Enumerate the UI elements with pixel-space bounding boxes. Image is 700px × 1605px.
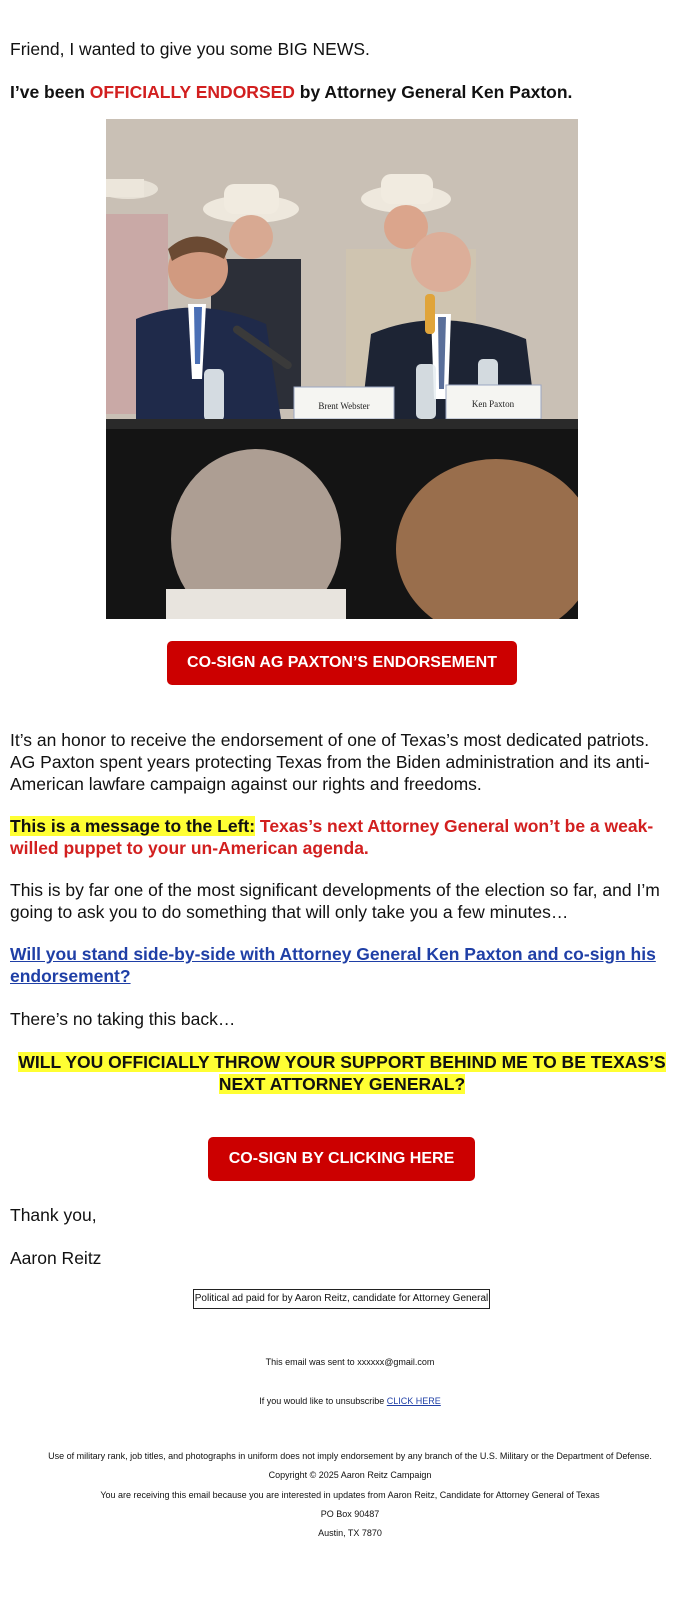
callout	[12, 1051, 672, 1095]
po-box-text: PO Box 90487	[320, 1509, 380, 1519]
headline-post: by Attorney General Ken Paxton.	[294, 82, 573, 102]
unsubscribe-link[interactable]: CLICK HERE	[386, 1396, 441, 1406]
headline-highlight: OFFICIALLY ENDORSED	[89, 82, 295, 102]
message-to-left	[10, 815, 675, 859]
signoff-text: Thank you,	[10, 1205, 97, 1225]
city-text: Austin, TX 7870	[318, 1528, 382, 1538]
cosign-click-here-button[interactable]: CO-SIGN BY CLICKING HERE	[208, 1137, 475, 1181]
headline	[10, 81, 675, 103]
placard-left: Brent Webster	[318, 401, 370, 411]
message-red-text: Texas’s next Attorney General won’t be a weak-willed puppet to your un-American agenda.	[10, 816, 654, 858]
placard-right: Ken Paxton	[471, 399, 515, 409]
side-by-side-link[interactable]: Will you stand side-by-side with Attorney General Ken Paxton and co-sign his endorsement?	[10, 944, 656, 986]
intro-text: Friend, I wanted to give you some BIG NEWS.	[10, 39, 370, 59]
message-highlight: This is a message to the Left:	[10, 816, 256, 836]
callout-highlight: WILL YOU OFFICIALLY THROW YOUR SUPPORT BEHIND ME TO BE TEXAS’S NEXT ATTORNEY GENERAL?	[18, 1052, 666, 1094]
signature-text: Aaron Reitz	[10, 1248, 102, 1268]
endorsement-photo	[106, 119, 578, 619]
no-taking-back-text: There’s no taking this back…	[10, 1009, 236, 1029]
cosign-endorsement-button[interactable]: CO-SIGN AG PAXTON’S ENDORSEMENT	[167, 641, 517, 685]
copyright-text: Copyright © 2025 Aaron Reitz Campaign	[268, 1470, 432, 1480]
military-disclaimer: Use of military rank, job titles, and photographs in uniform does not imply endorsement by any branch of the U.S. Military or the Department of Defense.	[48, 1451, 652, 1461]
receiving-text: You are receiving this email because you are interested in updates from Aaron Reitz, Candidate for Attorney General of Texas	[100, 1490, 600, 1500]
honor-paragraph: It’s an honor to receive the endorsement of one of Texas’s most dedicated patriots. AG Paxton spent years protecting Texas from the Biden administration and its anti-American lawfare campaign against our rights and freedoms.	[10, 730, 650, 794]
headline-pre: I’ve been	[10, 82, 90, 102]
unsubscribe-line	[0, 1395, 700, 1407]
paid-for-disclaimer: Political ad paid for by Aaron Reitz, candidate for Attorney General	[193, 1289, 490, 1309]
sent-to-text: This email was sent to xxxxxx@gmail.com	[265, 1357, 435, 1367]
significance-paragraph: This is by far one of the most significant developments of the election so far, and I’m going to ask you to do something that will only take you a few minutes…	[10, 880, 660, 922]
unsubscribe-text: If you would like to unsubscribe	[259, 1396, 387, 1406]
side-by-side-paragraph	[10, 943, 675, 987]
